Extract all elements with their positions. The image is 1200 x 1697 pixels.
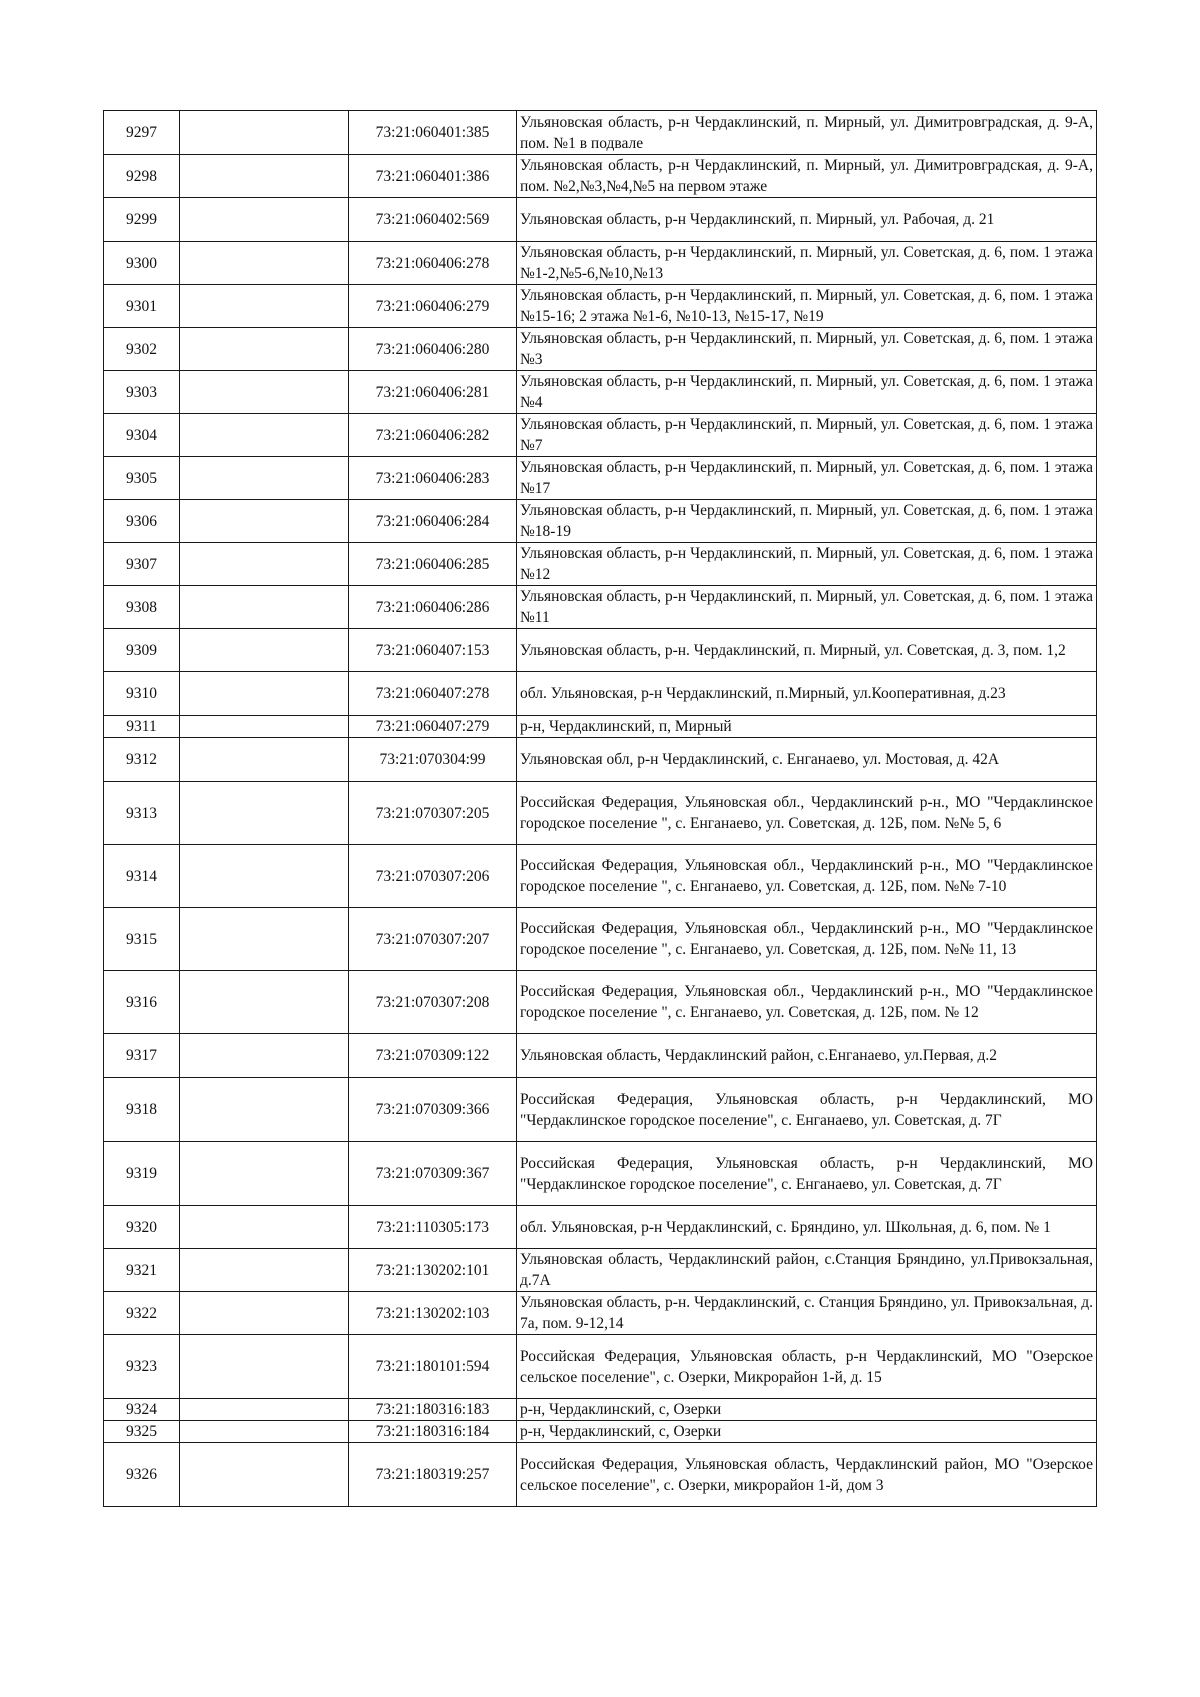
cadastral-number: 73:21:180101:594	[349, 1335, 517, 1399]
cadastral-number: 73:21:070309:366	[349, 1078, 517, 1142]
address: Ульяновская область, р-н Чердаклинский, п. Мирный, ул. Советская, д. 6, пом. 1 этажа №11	[517, 586, 1097, 629]
address: Российская Федерация, Ульяновская обл., Чердаклинский р-н., МО "Чердаклинское городское поселение ", с. Енганаево, ул. Советская, д. 12Б, пом. № 12	[517, 971, 1097, 1034]
row-number: 9316	[104, 971, 180, 1034]
row-number: 9315	[104, 908, 180, 971]
cadastral-number: 73:21:130202:101	[349, 1249, 517, 1292]
empty-cell	[180, 1292, 349, 1335]
address: обл. Ульяновская, р-н Чердаклинский, п.Мирный, ул.Кооперативная, д.23	[517, 672, 1097, 716]
table-row	[104, 1078, 1097, 1142]
row-number: 9313	[104, 782, 180, 845]
empty-cell	[180, 328, 349, 371]
table-row	[104, 1206, 1097, 1249]
empty-cell	[180, 1206, 349, 1249]
address: р-н, Чердаклинский, с, Озерки	[517, 1399, 1097, 1421]
address: Ульяновская область, р-н Чердаклинский, п. Мирный, ул. Советская, д. 6, пом. 1 этажа №7	[517, 414, 1097, 457]
table-row	[104, 1443, 1097, 1507]
address: Ульяновская область, р-н Чердаклинский, п. Мирный, ул. Советская, д. 6, пом. 1 этажа №4	[517, 371, 1097, 414]
empty-cell	[180, 1421, 349, 1443]
address: Российская Федерация, Ульяновская обл., Чердаклинский р-н., МО "Чердаклинское городское поселение ", с. Енганаево, ул. Советская, д. 12Б, пом. №№ 7-10	[517, 845, 1097, 908]
empty-cell	[180, 1399, 349, 1421]
row-number: 9307	[104, 543, 180, 586]
cadastral-number: 73:21:180316:184	[349, 1421, 517, 1443]
empty-cell	[180, 155, 349, 198]
row-number: 9325	[104, 1421, 180, 1443]
table-row	[104, 738, 1097, 782]
empty-cell	[180, 908, 349, 971]
cadastral-number: 73:21:070307:207	[349, 908, 517, 971]
empty-cell	[180, 414, 349, 457]
cadastral-number: 73:21:060402:569	[349, 198, 517, 242]
address: Ульяновская область, р-н. Чердаклинский, с. Станция Бряндино, ул. Привокзальная, д. 7а, пом. 9-12,14	[517, 1292, 1097, 1335]
table-row	[104, 1292, 1097, 1335]
table-row	[104, 371, 1097, 414]
address: Российская Федерация, Ульяновская область, р-н Чердаклинский, МО "Чердаклинское городское поселение", с. Енганаево, ул. Советская, д. 7Г	[517, 1078, 1097, 1142]
empty-cell	[180, 586, 349, 629]
address: Ульяновская область, р-н Чердаклинский, п. Мирный, ул. Советская, д. 6, пом. 1 этажа №3	[517, 328, 1097, 371]
address: Ульяновская область, Чердаклинский район, с.Енганаево, ул.Первая, д.2	[517, 1034, 1097, 1078]
row-number: 9308	[104, 586, 180, 629]
empty-cell	[180, 1078, 349, 1142]
empty-cell	[180, 1249, 349, 1292]
table-row	[104, 1142, 1097, 1206]
row-number: 9301	[104, 285, 180, 328]
address: Российская Федерация, Ульяновская обл., Чердаклинский р-н., МО "Чердаклинское городское поселение ", с. Енганаево, ул. Советская, д. 12Б, пом. №№ 11, 13	[517, 908, 1097, 971]
table-row	[104, 328, 1097, 371]
empty-cell	[180, 782, 349, 845]
row-number: 9304	[104, 414, 180, 457]
empty-cell	[180, 1034, 349, 1078]
row-number: 9321	[104, 1249, 180, 1292]
table-row	[104, 845, 1097, 908]
table-row	[104, 782, 1097, 845]
table-row	[104, 500, 1097, 543]
cadastral-number: 73:21:180316:183	[349, 1399, 517, 1421]
empty-cell	[180, 371, 349, 414]
empty-cell	[180, 111, 349, 155]
cadastral-number: 73:21:130202:103	[349, 1292, 517, 1335]
row-number: 9298	[104, 155, 180, 198]
table-row	[104, 414, 1097, 457]
empty-cell	[180, 845, 349, 908]
cadastral-number: 73:21:070307:206	[349, 845, 517, 908]
address: Ульяновская область, р-н Чердаклинский, п. Мирный, ул. Димитровградская, д. 9-А, пом. №1 в подвале	[517, 111, 1097, 155]
address: р-н, Чердаклинский, с, Озерки	[517, 1421, 1097, 1443]
cadastral-number: 73:21:070304:99	[349, 738, 517, 782]
row-number: 9299	[104, 198, 180, 242]
address: Российская Федерация, Ульяновская область, р-н Чердаклинский, МО "Чердаклинское городское поселение", с. Енганаево, ул. Советская, д. 7Г	[517, 1142, 1097, 1206]
address: Ульяновская обл, р-н Чердаклинский, с. Енганаево, ул. Мостовая, д. 42А	[517, 738, 1097, 782]
cadastral-number: 73:21:070307:205	[349, 782, 517, 845]
address: Российская Федерация, Ульяновская область, Чердаклинский район, МО "Озерское сельское поселение", с. Озерки, микрорайон 1-й, дом 3	[517, 1443, 1097, 1507]
table-row	[104, 155, 1097, 198]
cadastral-number: 73:21:070309:122	[349, 1034, 517, 1078]
cadastral-number: 73:21:060407:153	[349, 629, 517, 672]
address: Российская Федерация, Ульяновская область, р-н Чердаклинский, МО "Озерское сельское поселение", с. Озерки, Микрорайон 1-й, д. 15	[517, 1335, 1097, 1399]
empty-cell	[180, 543, 349, 586]
cadastral-number: 73:21:060406:278	[349, 242, 517, 285]
table-row	[104, 672, 1097, 716]
address: Ульяновская область, р-н Чердаклинский, п. Мирный, ул. Советская, д. 6, пом. 1 этажа №12	[517, 543, 1097, 586]
empty-cell	[180, 285, 349, 328]
empty-cell	[180, 500, 349, 543]
table-row	[104, 543, 1097, 586]
empty-cell	[180, 457, 349, 500]
table-row	[104, 908, 1097, 971]
row-number: 9322	[104, 1292, 180, 1335]
row-number: 9300	[104, 242, 180, 285]
cadastral-number: 73:21:060406:285	[349, 543, 517, 586]
address: Российская Федерация, Ульяновская обл., Чердаклинский р-н., МО "Чердаклинское городское поселение ", с. Енганаево, ул. Советская, д. 12Б, пом. №№ 5, 6	[517, 782, 1097, 845]
row-number: 9320	[104, 1206, 180, 1249]
cadastral-number: 73:21:070307:208	[349, 971, 517, 1034]
cadastral-number: 73:21:110305:173	[349, 1206, 517, 1249]
table-row	[104, 716, 1097, 738]
cadastral-number: 73:21:060406:279	[349, 285, 517, 328]
table-row	[104, 1421, 1097, 1443]
address: Ульяновская область, р-н Чердаклинский, п. Мирный, ул. Советская, д. 6, пом. 1 этажа №18-19	[517, 500, 1097, 543]
row-number: 9318	[104, 1078, 180, 1142]
cadastral-number: 73:21:060406:286	[349, 586, 517, 629]
table-row	[104, 242, 1097, 285]
empty-cell	[180, 738, 349, 782]
address: Ульяновская область, р-н Чердаклинский, п. Мирный, ул. Рабочая, д. 21	[517, 198, 1097, 242]
cadastral-number: 73:21:060406:281	[349, 371, 517, 414]
row-number: 9310	[104, 672, 180, 716]
address: Ульяновская область, р-н Чердаклинский, п. Мирный, ул. Советская, д. 6, пом. 1 этажа №1-2,№5-6,№10,№13	[517, 242, 1097, 285]
empty-cell	[180, 672, 349, 716]
empty-cell	[180, 971, 349, 1034]
empty-cell	[180, 242, 349, 285]
cadastral-number: 73:21:060401:386	[349, 155, 517, 198]
row-number: 9324	[104, 1399, 180, 1421]
cadastral-number: 73:21:060406:280	[349, 328, 517, 371]
table-row	[104, 1249, 1097, 1292]
row-number: 9306	[104, 500, 180, 543]
row-number: 9302	[104, 328, 180, 371]
address: обл. Ульяновская, р-н Чердаклинский, с. Бряндино, ул. Школьная, д. 6, пом. № 1	[517, 1206, 1097, 1249]
cadastral-number: 73:21:060406:283	[349, 457, 517, 500]
row-number: 9314	[104, 845, 180, 908]
empty-cell	[180, 1335, 349, 1399]
row-number: 9311	[104, 716, 180, 738]
empty-cell	[180, 1142, 349, 1206]
empty-cell	[180, 198, 349, 242]
row-number: 9305	[104, 457, 180, 500]
address: Ульяновская область, р-н. Чердаклинский, п. Мирный, ул. Советская, д. 3, пом. 1,2	[517, 629, 1097, 672]
row-number: 9297	[104, 111, 180, 155]
table-row	[104, 198, 1097, 242]
row-number: 9323	[104, 1335, 180, 1399]
address: Ульяновская область, Чердаклинский район, с.Станция Бряндино, ул.Привокзальная, д.7А	[517, 1249, 1097, 1292]
row-number: 9309	[104, 629, 180, 672]
cadastral-number: 73:21:070309:367	[349, 1142, 517, 1206]
empty-cell	[180, 716, 349, 738]
cadastral-number: 73:21:060406:284	[349, 500, 517, 543]
empty-cell	[180, 629, 349, 672]
row-number: 9312	[104, 738, 180, 782]
registry-table-body	[104, 111, 1097, 1507]
table-row	[104, 1399, 1097, 1421]
table-row	[104, 285, 1097, 328]
row-number: 9319	[104, 1142, 180, 1206]
table-row	[104, 111, 1097, 155]
cadastral-number: 73:21:060401:385	[349, 111, 517, 155]
empty-cell	[180, 1443, 349, 1507]
address: Ульяновская область, р-н Чердаклинский, п. Мирный, ул. Димитровградская, д. 9-А, пом. №2,№3,№4,№5 на первом этаже	[517, 155, 1097, 198]
row-number: 9326	[104, 1443, 180, 1507]
cadastral-number: 73:21:180319:257	[349, 1443, 517, 1507]
table-row	[104, 586, 1097, 629]
row-number: 9317	[104, 1034, 180, 1078]
table-row	[104, 457, 1097, 500]
table-row	[104, 1034, 1097, 1078]
address: Ульяновская область, р-н Чердаклинский, п. Мирный, ул. Советская, д. 6, пом. 1 этажа №17	[517, 457, 1097, 500]
address: р-н, Чердаклинский, п, Мирный	[517, 716, 1097, 738]
cadastral-number: 73:21:060406:282	[349, 414, 517, 457]
registry-table	[103, 110, 1097, 1507]
table-row	[104, 629, 1097, 672]
row-number: 9303	[104, 371, 180, 414]
address: Ульяновская область, р-н Чердаклинский, п. Мирный, ул. Советская, д. 6, пом. 1 этажа №15-16; 2 этажа №1-6, №10-13, №15-17, №19	[517, 285, 1097, 328]
cadastral-number: 73:21:060407:278	[349, 672, 517, 716]
cadastral-number: 73:21:060407:279	[349, 716, 517, 738]
table-row	[104, 1335, 1097, 1399]
table-row	[104, 971, 1097, 1034]
